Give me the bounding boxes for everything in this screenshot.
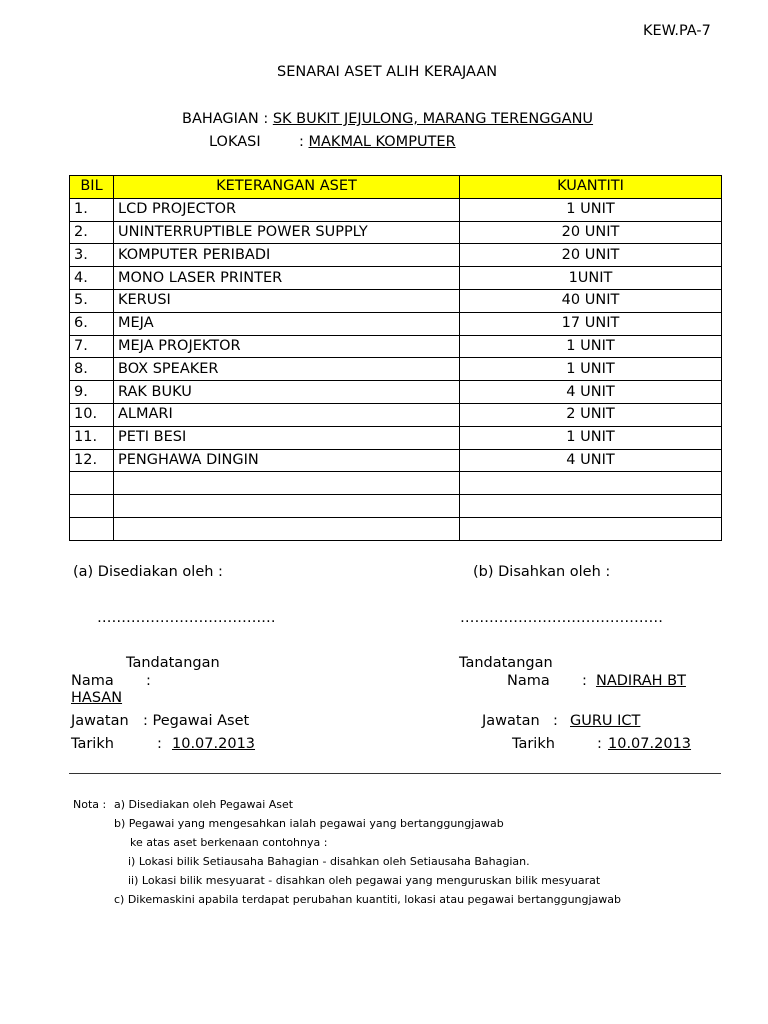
divider-line [69,773,721,774]
cell-keterangan: BOX SPEAKER [114,358,460,381]
table-row [70,381,722,404]
cell-bil: 12. [70,449,114,472]
cell-keterangan: MONO LASER PRINTER [114,267,460,290]
prepared-tarikh-sep: : [157,736,162,752]
prepared-jawatan-value: : Pegawai Aset [143,713,250,729]
cell-kuantiti: 1 UNIT [460,358,722,381]
cell-bil: 5. [70,289,114,312]
cell-kuantiti: 20 UNIT [460,244,722,267]
cell-bil: 2. [70,221,114,244]
note-a: a) Disediakan oleh Pegawai Aset [114,798,294,811]
cell-keterangan: PETI BESI [114,426,460,449]
header-kuantiti: KUANTITI [460,176,722,199]
prepared-sign-label: Tandatangan [126,655,220,671]
cell-keterangan [114,517,460,540]
asset-table [69,175,722,541]
table-row [70,221,722,244]
cell-bil: 8. [70,358,114,381]
lokasi-row [299,134,456,150]
approved-jawatan-label: Jawatan [482,713,540,729]
cell-keterangan: KERUSI [114,289,460,312]
approved-nama-value: NADIRAH BT [596,673,686,689]
bahagian-row [182,111,593,127]
table-row [70,289,722,312]
cell-bil [70,472,114,495]
cell-keterangan: KOMPUTER PERIBADI [114,244,460,267]
header-bil: BIL [70,176,114,199]
cell-kuantiti: 1 UNIT [460,426,722,449]
note-b: b) Pegawai yang mengesahkan ialah pegawai yang bertanggungjawab [114,817,504,830]
approved-heading: (b) Disahkan oleh : [473,564,611,580]
approved-signature-line: …………………………………… [460,610,663,626]
cell-keterangan [114,472,460,495]
prepared-heading: (a) Disediakan oleh : [73,564,223,580]
table-row [70,312,722,335]
note-c: c) Dikemaskini apabila terdapat perubahan kuantiti, lokasi atau pegawai bertanggungjawab [114,893,622,906]
cell-bil: 11. [70,426,114,449]
table-row [70,335,722,358]
cell-keterangan: MEJA PROJEKTOR [114,335,460,358]
note-b-ii: ii) Lokasi bilik mesyuarat - disahkan oleh pegawai yang menguruskan bilik mesyuarat [128,874,601,887]
approved-tarikh-sep: : [597,736,602,752]
lokasi-label: LOKASI [209,134,261,150]
lokasi-sep: : [299,134,304,150]
prepared-signature-line: …………………………….… [97,610,276,626]
cell-keterangan: MEJA [114,312,460,335]
cell-bil: 6. [70,312,114,335]
cell-keterangan: RAK BUKU [114,381,460,404]
cell-bil: 4. [70,267,114,290]
table-row [70,449,722,472]
table-row [70,198,722,221]
table-row [70,517,722,540]
approved-sign-label: Tandatangan [459,655,553,671]
cell-bil: 9. [70,381,114,404]
cell-kuantiti: 20 UNIT [460,221,722,244]
cell-kuantiti: 4 UNIT [460,449,722,472]
approved-nama-value-cont: HASAN [71,690,123,706]
cell-bil: 3. [70,244,114,267]
approved-nama-sep: : [582,673,587,689]
table-row [70,244,722,267]
table-row [70,495,722,518]
table-row [70,426,722,449]
table-row [70,403,722,426]
approved-jawatan-value: GURU ICT [570,713,641,729]
cell-kuantiti: 1 UNIT [460,198,722,221]
cell-keterangan: UNINTERRUPTIBLE POWER SUPPLY [114,221,460,244]
prepared-tarikh-value: 10.07.2013 [172,736,256,752]
cell-bil: 7. [70,335,114,358]
cell-keterangan: PENGHAWA DINGIN [114,449,460,472]
approved-nama-label: Nama [507,673,550,689]
bahagian-value: SK BUKIT JEJULONG, MARANG TERENGGANU [272,111,594,127]
table-row [70,358,722,381]
cell-bil [70,517,114,540]
table-row [70,267,722,290]
cell-bil: 1. [70,198,114,221]
prepared-nama-sep: : [146,673,151,689]
form-code: KEW.PA-7 [643,23,711,39]
approved-jawatan-sep: : [553,713,558,729]
approved-tarikh-label: Tarikh [512,736,555,752]
cell-bil [70,495,114,518]
cell-keterangan: LCD PROJECTOR [114,198,460,221]
notes-label: Nota : [73,798,107,811]
header-keterangan: KETERANGAN ASET [114,176,460,199]
cell-kuantiti: 2 UNIT [460,403,722,426]
prepared-jawatan-label: Jawatan [71,713,129,729]
cell-kuantiti: 1 UNIT [460,335,722,358]
cell-kuantiti [460,495,722,518]
note-b-cont: ke atas aset berkenaan contohnya : [130,836,328,849]
note-b-i: i) Lokasi bilik Setiausaha Bahagian - disahkan oleh Setiausaha Bahagian. [128,855,530,868]
cell-keterangan: ALMARI [114,403,460,426]
prepared-nama-label: Nama [71,673,114,689]
cell-keterangan [114,495,460,518]
cell-kuantiti: 40 UNIT [460,289,722,312]
cell-kuantiti [460,472,722,495]
cell-kuantiti: 4 UNIT [460,381,722,404]
table-row [70,472,722,495]
page-title: SENARAI ASET ALIH KERAJAAN [277,64,498,80]
table-header-row [70,176,722,199]
cell-kuantiti [460,517,722,540]
cell-kuantiti: 1UNIT [460,267,722,290]
prepared-tarikh-label: Tarikh [71,736,114,752]
approved-tarikh-value: 10.07.2013 [608,736,692,752]
lokasi-value: MAKMAL KOMPUTER [308,134,456,150]
bahagian-label: BAHAGIAN : [182,111,269,127]
cell-bil: 10. [70,403,114,426]
cell-kuantiti: 17 UNIT [460,312,722,335]
